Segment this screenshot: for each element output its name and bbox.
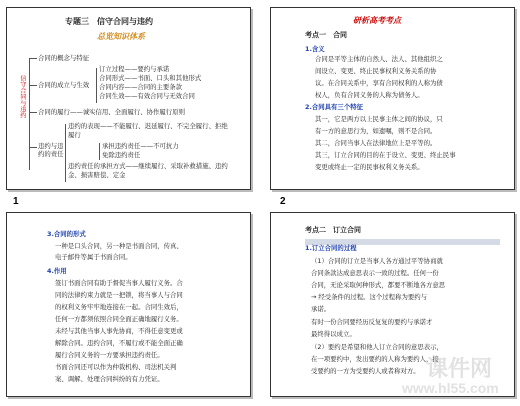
slide3-p4-line: 同的法律约束力就是一把锁，将当事人与合同 [55, 291, 183, 299]
slide3-p4-line: 案、调解、处理合同纠纷的有力凭证。 [55, 375, 164, 383]
item-concept: 合同的概念与特征 [38, 54, 90, 62]
item-formation: 合同的成立与生效 [38, 81, 90, 89]
page-number-2: 2 [280, 196, 286, 207]
slide3-p4-line: 的权利义务牢牢地连接在一起。合同生效后， [55, 303, 183, 311]
watermark-url: www.hl55.com [402, 380, 499, 396]
slide3-p3-line: 电子邮件等属于书面合同。 [55, 253, 132, 261]
slide4-p1-line: 承诺。 [311, 305, 331, 313]
breach-liability: 承担违约责任——不可抗力 [102, 142, 179, 150]
slide4-p1-line: （2）要约是希望和他人订立合同的意思表示， [311, 343, 443, 351]
slide2-p1-line: 权人，负有合同义务的人称为债务人。 [315, 91, 424, 99]
slide4-p1-line: 有时一份合同要经历反复复的要约与承诺才 [311, 318, 433, 326]
slide4-p1-line: → 经受条件的过程。这个过程称为要约与 [311, 293, 428, 301]
slide4-p1-title: 1.订立合同的过程 [305, 244, 357, 252]
formation-validity: 合同生效——有效合同与无效合同 [99, 92, 195, 100]
breach-exemption: 免除违约责任 [102, 151, 141, 159]
slide3-p4-line: 书面合同还可以作为仲裁机构、司法机关判 [55, 363, 177, 371]
slide4-p1-line: 最终得以成立。 [311, 330, 356, 338]
slide4-p1-line: 受要约的一方为受要约人或者称对方。 [311, 367, 420, 375]
slide2-p1-line: 议。在合同关系中，享有合同权利的人称为债 [315, 79, 443, 87]
formation-process: 订立过程——要约与承诺 [99, 65, 170, 73]
slide2-p2-line: 其一，它是两方以上民事主体之间的协议，只 [315, 115, 443, 123]
slide3-p4-title: 4.作用 [47, 267, 67, 275]
slide3-p3-line: 一种是口头合同，另一种是书面合同，传真、 [55, 242, 183, 250]
slide2-p2-title: 2.合同具有三个特征 [305, 103, 363, 111]
slide3-p4-line: 签订书面合同有助于督促当事人履行义务。合 [55, 279, 183, 287]
slide2-p1-line: 合同是平等主体的自然人、法人、其他组织之 [315, 55, 443, 63]
slide4-p1-line: （1）合同的订立是当事人各方通过平等协商就 [311, 257, 443, 265]
slide4-p1-line: 合同条款达成意思表示一致的过程。任何一份 [311, 269, 439, 277]
bracket-tick [29, 112, 37, 113]
slide-1[interactable] [6, 7, 251, 190]
bracket-tick [29, 58, 37, 59]
slide-3[interactable] [6, 212, 251, 397]
bracket-tick [29, 147, 37, 148]
slide-2[interactable] [270, 7, 515, 190]
item-performance: 合同的履行——诚实信用、全面履行、协作履行原则 [38, 108, 185, 116]
sub-bracket-formation [96, 68, 97, 103]
slide2-heading: 考点一 合同 [305, 31, 347, 39]
slide2-p1-line: 间设立、变更、终止民事权利义务关系的协 [315, 67, 437, 75]
formation-content: 合同内容——合同的主要条款 [99, 83, 183, 91]
slide1-title: 专题三 信守合同与违约 [65, 17, 153, 26]
slide2-p1-title: 1.含义 [305, 45, 325, 53]
slide4-heading: 考点二 订立合同 [305, 226, 361, 234]
slide3-p4-line: 解除合同。违约合同，不履行或不能全面正确 [55, 339, 183, 347]
slide2-p2-line: 其三，订立合同的目的在于设立、变更、终止民事 [315, 151, 456, 159]
slide2-p2-line: 变更或终止一定的民事权利义务关系。 [315, 163, 424, 171]
sub-bracket-liability [99, 143, 100, 160]
bracket-main [29, 58, 30, 170]
watermark-logo: 课件网 [426, 356, 493, 381]
slide3-p3-title: 3.合同的形式 [47, 230, 86, 238]
slide4-p1-line: 合同，无论采取何种形式，都要不断地各方意思 [311, 281, 446, 289]
slide3-p4-line: 未经与其他当事人事先协商，不得任意变更或 [55, 327, 183, 335]
breach-forms: 违约的表现——不能履行、迟延履行、不完全履行、拒绝履行 [68, 122, 228, 139]
sub-bracket-breach [65, 124, 66, 182]
formation-form: 合同形式——书面、口头和其他形式 [99, 74, 202, 82]
bracket-tick [29, 85, 37, 86]
slide1-subtitle: 总览知识体系 [97, 32, 145, 41]
slide2-title: 研析高考考点 [353, 16, 401, 25]
slide3-p4-line: 任何一方都须依照合同全面正确地履行义务。 [55, 315, 183, 323]
slide3-p4-line: 履行合同义务的一方要承担违约责任。 [55, 351, 164, 359]
slide2-p2-line: 有一方的意思行为，如遗嘱，则不是合同。 [315, 127, 437, 135]
slide4-p1-line: 在一项要约中，发出要约的人称为要约人，接 [311, 355, 439, 363]
page-number-1: 1 [13, 196, 19, 207]
breach-remedies: 违约责任的承担方式——继续履行、采取补救措施、违约金、损害赔偿、定金 [68, 162, 228, 179]
slide1-side-label: 信守合同与违约 [18, 75, 26, 119]
item-breach: 违约与违约的责任 [38, 142, 64, 158]
slide2-p2-line: 其二，合同当事人在法律地位上是平等的。 [315, 139, 437, 147]
